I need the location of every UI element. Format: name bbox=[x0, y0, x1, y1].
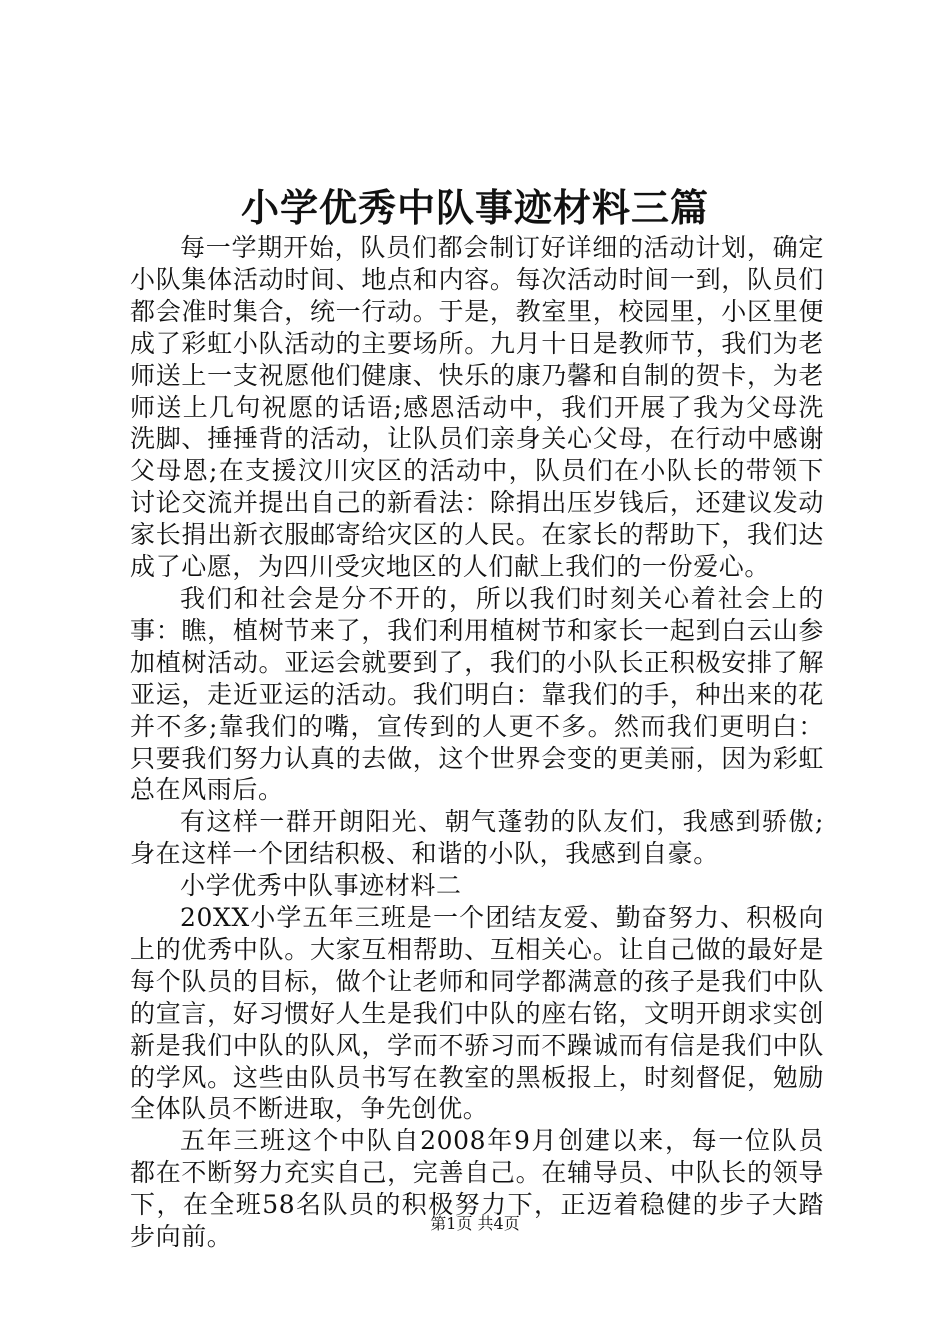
paragraph-1: 每一学期开始，队员们都会制订好详细的活动计划，确定小队集体活动时间、地点和内容。每次活动时间一到，队员们都会准时集合，统一行动。于是，教室里，校园里，小区里便成了彩虹小队活动的主要场所。九月十日是教师节，我们为老师送上一支祝愿他们健康、快乐的康乃馨和自制的贺卡，为老师送上几句祝愿的话语;感恩活动中，我们开展了我为父母洗洗脚、捶捶背的活动，让队员们亲身关心父母，在行动中感谢父母恩;在支援汶川灾区的活动中，队员们在小队长的带领下讨论交流并提出自己的新看法：除捐出压岁钱后，还建议发动家长捐出新衣服邮寄给灾区的人民。在家长的帮助下，我们达成了心愿，为四川受灾地区的人们献上我们的一份爱心。 bbox=[130, 233, 824, 582]
paragraph-2: 我们和社会是分不开的，所以我们时刻关心着社会上的事：瞧，植树节来了，我们利用植树节和家长一起到白云山参加植树活动。亚运会就要到了，我们的小队长正积极安排了解亚运，走近亚运的活动。我们明白：靠我们的手，种出来的花并不多;靠我们的嘴，宣传到的人更不多。然而我们更明白：只要我们努力认真的去做，这个世界会变的更美丽，因为彩虹总在风雨后。 bbox=[130, 583, 824, 805]
page-number-footer: 第1页 共4页 bbox=[430, 1214, 520, 1233]
document-body bbox=[130, 232, 824, 1253]
paragraph-5: 五年三班这个中队自2008年9月创建以来，每一位队员都在不断努力充实自己，完善自己。在辅导员、中队长的领导下，在全班58名队员的积极努力下，正迈着稳健的步子大踏步向前。 bbox=[130, 1126, 824, 1252]
paragraph-3: 有这样一群开朗阳光、朝气蓬勃的队友们，我感到骄傲;身在这样一个团结积极、和谐的小队，我感到自豪。 bbox=[130, 807, 824, 869]
section-heading: 小学优秀中队事迹材料二 bbox=[180, 871, 462, 901]
document-title: 小学优秀中队事迹材料三篇 bbox=[240, 185, 709, 230]
paragraph-4: 20XX小学五年三班是一个团结友爱、勤奋努力、积极向上的优秀中队。大家互相帮助、互相关心。让自己做的最好是每个队员的目标，做个让老师和同学都满意的孩子是我们中队的宣言，好习惯好人生是我们中队的座右铭，文明开朗求实创新是我们中队的队风，学而不骄习而不躁诚而有信是我们中队的学风。这些由队员书写在教室的黑板报上，时刻督促，勉励全体队员不断进取，争先创优。 bbox=[130, 903, 824, 1124]
